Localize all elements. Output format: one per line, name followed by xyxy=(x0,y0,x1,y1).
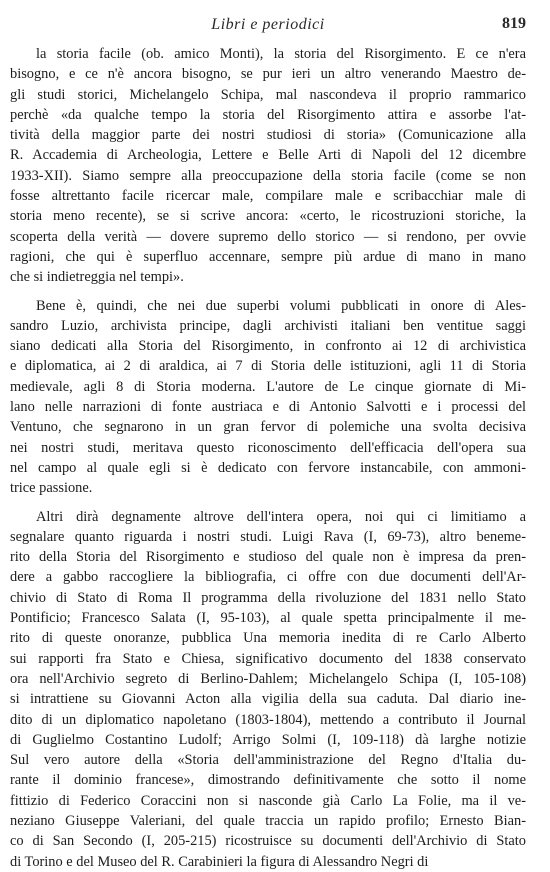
paragraph-gap xyxy=(10,499,526,507)
text-line: rito della Storia del Risorgimento e studioso del quale non è impresa da pren- xyxy=(10,549,526,566)
text-line: scoperta della verità — dovere supremo dello storico — si rendono, per ovvie xyxy=(10,228,526,245)
text-line: rante il dominio francese», dimostrando definitivamente che sotto il nome xyxy=(10,772,526,789)
text-line: Pontificio; Francesco Salata (I, 95-103), al quale spetta principalmente il me- xyxy=(10,610,526,627)
text-line: trice passione. xyxy=(10,480,93,497)
text-line: la storia facile (ob. amico Monti), la storia del Risorgimento. E ce n'era xyxy=(36,46,526,62)
text-line: Altri dirà degnamente altrove dell'intera opera, noi qui ci limitiamo a xyxy=(36,508,526,525)
text-line: perchè «da qualche tempo la storia del Risorgimento attira e assorbe l'at- xyxy=(10,106,526,123)
text-line: R. Accademia di Archeologia, Lettere e Belle Arti di Napoli del 12 dicembre xyxy=(10,147,526,164)
text-line: rito di queste onoranze, pubblica Una memoria inedita di re Carlo Alberto xyxy=(10,630,526,647)
text-line: nei nostri studi, meritava questo riconoscimento dell'efficacia dell'opera sua xyxy=(10,439,526,456)
page-number: 819 xyxy=(502,15,526,32)
text-line: Ventuno, che segnarono in un gran fervor di polemiche una svolta decisiva xyxy=(10,419,526,436)
text-line: siano dedicati alla Storia del Risorgimento, in confronto ai 12 di archivistica xyxy=(10,338,526,355)
text-line: ragioni, che qui è superfluo accennare, sempre più ardue di mano in mano xyxy=(10,248,526,265)
text-line: chivio di Stato di Roma Il programma della rivoluzione del 1831 nello Stato xyxy=(10,589,526,606)
body-text xyxy=(10,44,526,872)
text-line: fittizio di Federico Coraccini non si nasconde già Carlo La Folie, ma il ve- xyxy=(10,792,526,809)
text-line: tività della maggior parte dei nostri studiosi di storia» (Comunicazione alla xyxy=(10,127,526,144)
text-line: sandro Luzio, archivista principe, dagli archivisti italiani ben ventitue saggi xyxy=(10,317,526,334)
text-line: dere a gabbo raccogliere la bibliografia, ci offre con due documenti dell'Ar- xyxy=(10,569,526,586)
text-line: Bene è, quindi, che nei due superbi volumi pubblicati in onore di Ales- xyxy=(36,297,526,314)
text-line: sui rapporti fra Stato e Chiesa, significativo documento del 1838 conservato xyxy=(10,650,526,667)
paragraph xyxy=(10,44,526,288)
text-line: medievale, agli 8 di Storia moderna. L'autore de Le cinque giornate di Mi- xyxy=(10,378,526,395)
text-line: segnalare quanto riguarda i nostri studi. Luigi Rava (I, 69-73), altro beneme- xyxy=(10,528,526,545)
text-line: di Guglielmo Costantino Ludolf; Arrigo Solmi (I, 109-118) dà larghe notizie xyxy=(10,731,526,748)
paragraph-gap xyxy=(10,288,526,296)
text-line: che si indietreggia nel tempi». xyxy=(10,269,184,286)
text-line: bisogno, e ce n'è ancora bisogno, se pur ieri un altro venerando Maestro de- xyxy=(10,66,526,83)
text-line: si intrattiene su Giovanni Acton alla vigilia della sua caduta. Dal diario ine- xyxy=(10,691,526,708)
text-line: lano nelle narrazioni di fonte austriaca e di Antonio Salvotti e i processi del xyxy=(10,399,526,416)
text-line: dito di un diplomatico napoletano (1803-1804), mettendo a contributo il Journal xyxy=(10,711,526,728)
text-line: co di San Secondo (I, 205-215) ricostruisce su documenti dell'Archivio di Stato xyxy=(10,833,526,850)
text-line: neziano Giuseppe Valeriani, del quale traccia un rapido profilo; Ernesto Bian- xyxy=(10,812,526,829)
paragraph xyxy=(10,507,526,872)
text-line: 1933-XII). Siamo sempre alla preoccupazione della storia facile (come se non xyxy=(10,167,526,184)
paragraph xyxy=(10,296,526,499)
page-header xyxy=(10,0,526,44)
text-line: e diplomatica, ai 2 di araldica, ai 7 di Storia delle istituzioni, agli 11 di Storia xyxy=(10,358,526,375)
text-line: ora nell'Archivio segreto di Berlino-Dahlem; Michelangelo Schipa (I, 105-108) xyxy=(10,670,526,687)
text-line: gli studi storici, Michelangelo Schipa, mal nascondeva il proprio rammarico xyxy=(10,86,526,103)
running-title: Libri e periodici xyxy=(211,16,325,33)
text-line: fosse altrettanto facile ricercar male, compilare male e scribacchiar male di xyxy=(10,188,526,205)
text-line: di Torino e del Museo del R. Carabinieri la figura di Alessandro Negri di xyxy=(10,853,429,870)
text-line: nel campo al quale egli si è dedicato con fervore instancabile, con ammoni- xyxy=(10,459,526,476)
text-line: storia meno recente), se si scrive ancora: «certo, le ricostruzioni storiche, la xyxy=(10,208,526,225)
text-line: Sul vero autore della «Storia dell'amministrazione del Regno d'Italia du- xyxy=(10,752,526,769)
